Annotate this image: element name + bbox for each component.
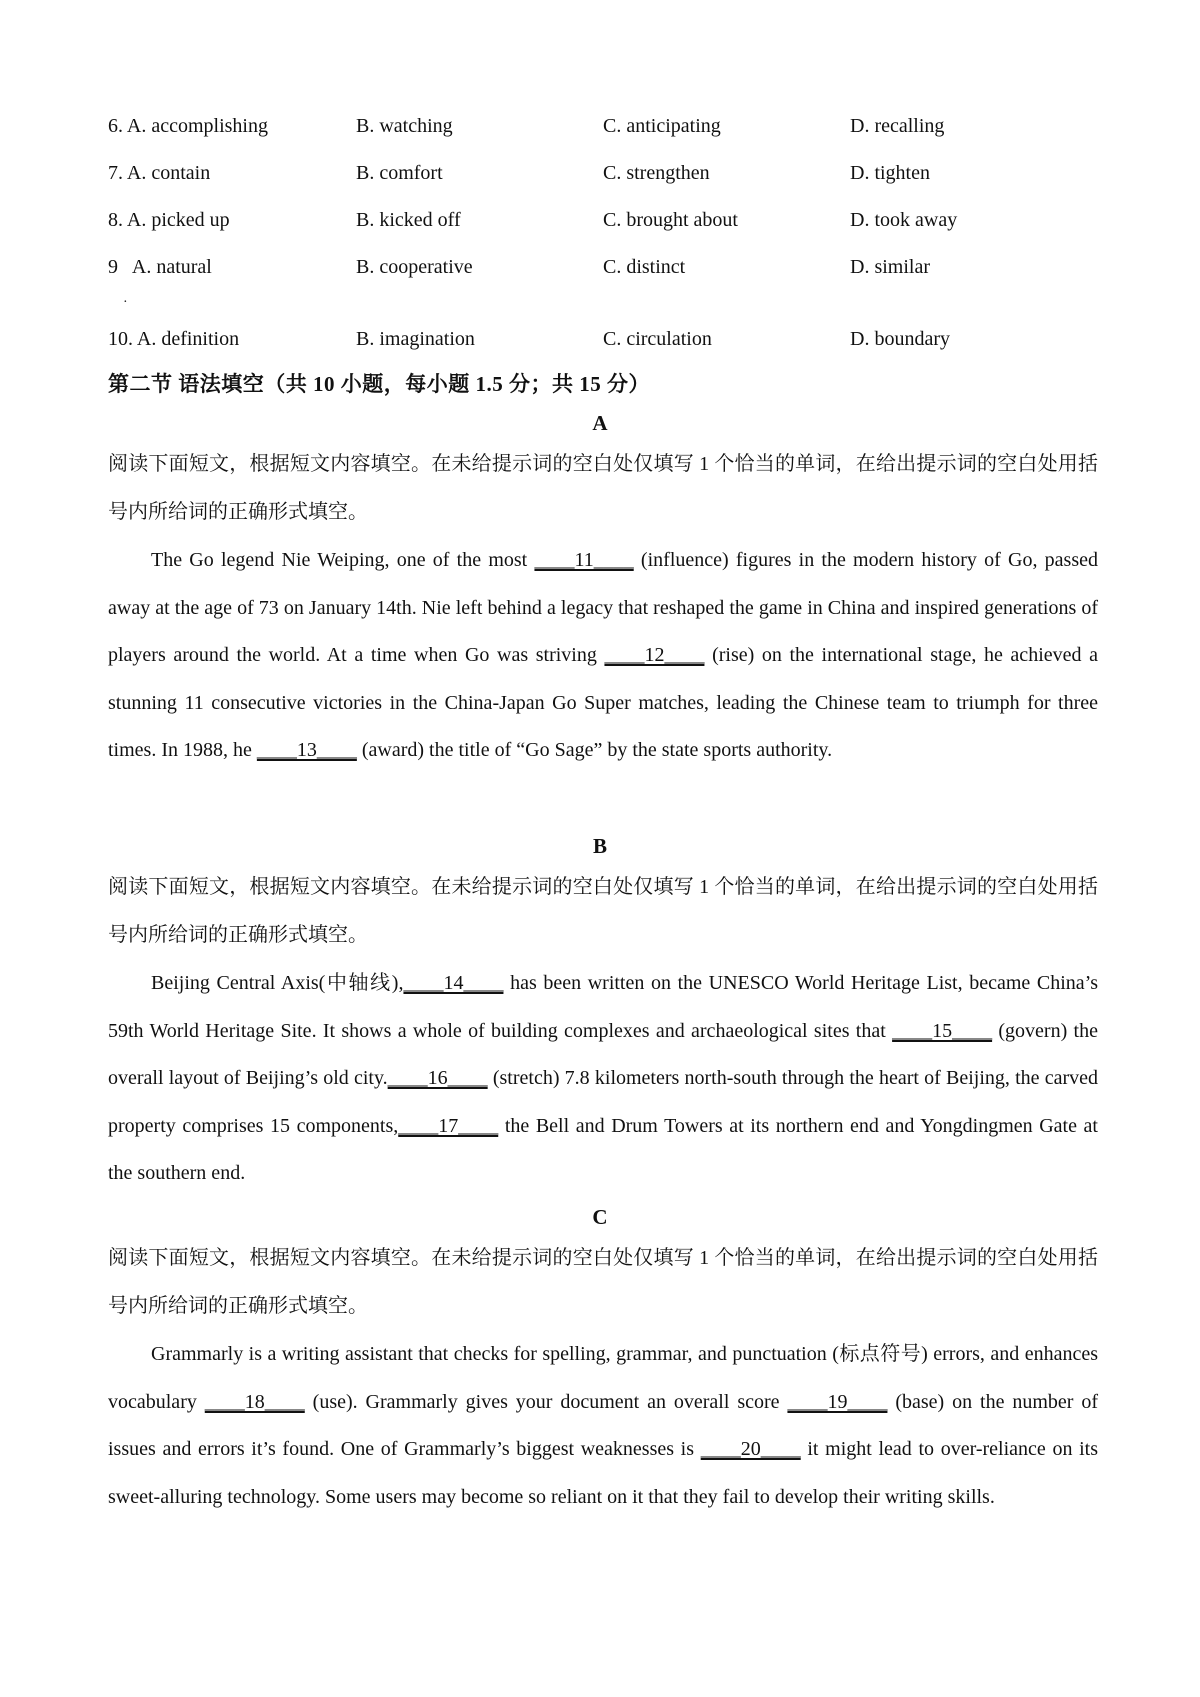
part-a-instruction: 阅读下面短文，根据短文内容填空。在未给提示词的空白处仅填写 1 个恰当的单词，在给出提示词的空白处用括号内所给词的正确形式填空。 bbox=[108, 453, 1098, 523]
blank-12[interactable]: ____12____ bbox=[604, 644, 705, 666]
blank-19[interactable]: ____19____ bbox=[787, 1390, 888, 1413]
option-row-8 bbox=[108, 205, 1108, 235]
option-row-7 bbox=[108, 158, 1108, 188]
part-a-passage: The Go legend Nie Weiping, one of the most ____11____ (influence) figures in the modern history of Go, passed away at the age of 73 on January 14th. Nie left behind a legacy that reshaped the game in China and inspired generations of players around the world. At a time when Go was striving ____12____ (rise) on the international stage, he achieved a stunning 11 consecutive victories in the China-Japan Go Super matches, leading the Chinese team to triumph for three times. In 1988, he ____13____ (award) the title of “Go Sage” by the state sports authority. bbox=[108, 549, 1098, 761]
option-a: 8. A. picked up bbox=[108, 209, 230, 231]
blank-18[interactable]: ____18____ bbox=[204, 1390, 305, 1413]
part-c-passage: Grammarly is a writing assistant that checks for spelling, grammar, and punctuation (标点符号) errors, and enhances vocabulary ____18____ (use). Grammarly gives your document an overall score ____19____ (base) on the number of issues and errors it’s found. One of Grammarly’s biggest weaknesses is ____20____ it might lead to over-reliance on its sweet-alluring technology. Some users may become so reliant on it that they fail to develop their writing skills. bbox=[108, 1343, 1099, 1508]
blank-15[interactable]: ____15____ bbox=[892, 1019, 993, 1042]
option-d: D. recalling bbox=[850, 115, 945, 137]
option-d: D. boundary bbox=[850, 328, 950, 350]
blank-20[interactable]: ____20____ bbox=[700, 1438, 801, 1460]
part-b-passage: Beijing Central Axis(中轴线),____14____ has been written on the UNESCO World Heritage List, became China’s 59th World Heritage Site. It shows a whole of building complexes and archaeological sites that ____15____ (govern) the overall layout of Beijing’s old city.____16____ (stretch) 7.8 kilometers north-south through the heart of Beijing, the carved property comprises 15 components,____17____ the Bell and Drum Towers at its northern end and Yongdingmen Gate at the southern end. bbox=[108, 972, 1099, 1184]
blank-11[interactable]: ____11____ bbox=[534, 549, 634, 571]
blank-16[interactable]: ____16____ bbox=[387, 1067, 488, 1089]
part-c-label: C bbox=[592, 1205, 608, 1229]
blank-13[interactable]: ____13____ bbox=[256, 739, 357, 761]
option-c: C. circulation bbox=[603, 328, 712, 350]
part-a-label: A bbox=[592, 411, 608, 435]
option-b: B. cooperative bbox=[356, 256, 473, 278]
option-row-9 bbox=[108, 252, 1108, 282]
option-c: C. brought about bbox=[603, 209, 738, 231]
part-c-instruction: 阅读下面短文，根据短文内容填空。在未给提示词的空白处仅填写 1 个恰当的单词，在给出提示词的空白处用括号内所给词的正确形式填空。 bbox=[108, 1247, 1098, 1317]
blank-17[interactable]: ____17____ bbox=[398, 1114, 499, 1137]
stray-dot-mark: · bbox=[123, 295, 128, 310]
option-a: 6. A. accomplishing bbox=[108, 115, 268, 137]
section-title: 第二节 语法填空（共 10 小题，每小题 1.5 分；共 15 分） bbox=[108, 372, 650, 396]
option-c: C. distinct bbox=[603, 256, 686, 278]
option-a: 10. A. definition bbox=[108, 328, 240, 350]
option-c: C. strengthen bbox=[603, 162, 710, 184]
option-b: B. comfort bbox=[356, 162, 443, 184]
part-b-label: B bbox=[592, 834, 607, 858]
blank-14[interactable]: ____14____ bbox=[403, 972, 504, 994]
option-b: B. watching bbox=[356, 115, 453, 137]
option-d: D. similar bbox=[850, 256, 930, 278]
part-b-instruction: 阅读下面短文，根据短文内容填空。在未给提示词的空白处仅填写 1 个恰当的单词，在给出提示词的空白处用括号内所给词的正确形式填空。 bbox=[108, 876, 1098, 946]
option-a: 9 A. natural bbox=[108, 256, 212, 278]
option-row-10 bbox=[108, 324, 1108, 354]
option-c: C. anticipating bbox=[603, 115, 721, 137]
option-d: D. took away bbox=[850, 209, 958, 231]
option-b: B. kicked off bbox=[356, 209, 461, 231]
option-a: 7. A. contain bbox=[108, 162, 211, 184]
option-b: B. imagination bbox=[356, 328, 475, 350]
option-d: D. tighten bbox=[850, 162, 930, 184]
option-row-6 bbox=[108, 111, 1108, 141]
